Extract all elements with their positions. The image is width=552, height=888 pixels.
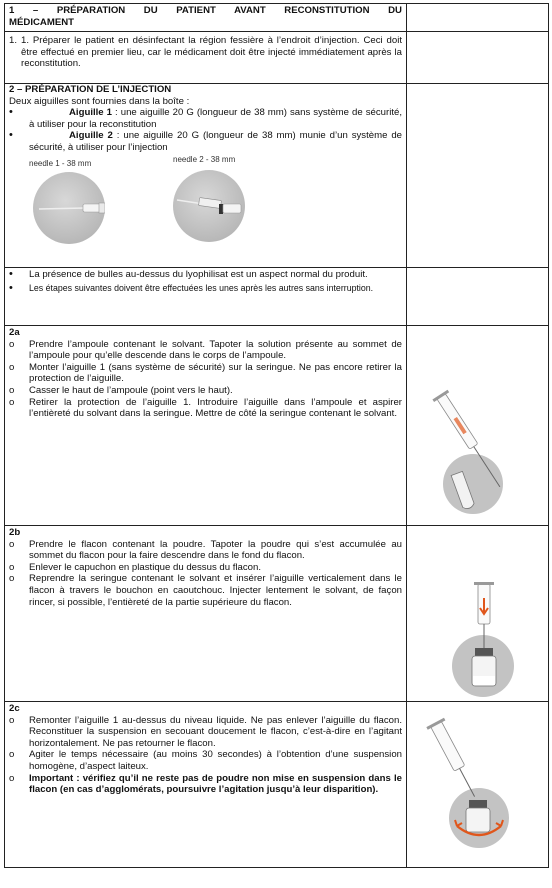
step2a-row [5, 326, 549, 526]
section1-title [5, 4, 407, 32]
notes-cell [5, 268, 407, 326]
needle2-item: • Aiguille 2 : une aiguille 20 G (longueur de 38 mm) munie d’un système de sécurité, à utiliser pour l’injection [9, 129, 402, 153]
step2c-row [5, 702, 549, 868]
step2b-item-3: o Reprendre la seringue contenant le solvant et insérer l’aiguille verticalement dans le flacon à travers le bouchon en caoutchouc. Injecter lentement le solvant, de façon rincer, si possible, l’entièreté de la partie supérieure du flacon. [9, 573, 402, 608]
step2a-item-3: o Casser le haut de l’ampoule (point vers le haut). [9, 384, 233, 396]
needle2-caption: needle 2 - 38 mm [173, 154, 236, 164]
needle2-image [173, 170, 245, 242]
step2a-item-4: o Retirer la protection de l’aiguille 1. Introduire l’aiguille dans l’ampoule et aspirer l’entièreté du solvant dans la seringue. Mettre de côté la seringue contenant le solvant. [9, 396, 402, 420]
notes-row [5, 268, 549, 326]
shake-vial-illustration [423, 716, 523, 856]
step2c-item-3: o Important : vérifiez qu’il ne reste pas de poudre non mise en suspension dans le flacon (en cas d’agglomérats, poursuivre l’agitation jusqu’à leur disparition). [9, 772, 402, 796]
section1-title-row [5, 4, 549, 32]
note-item-2: • Les étapes suivantes doivent être effectuées les unes après les autres sans interruption. [9, 281, 374, 294]
note-item-1: • La présence de bulles au-dessus du lyophilisat est un aspect normal du produit. [9, 268, 368, 280]
instructions-table [4, 3, 549, 868]
step2b-cell [5, 526, 407, 702]
step2c-label: 2c [9, 703, 20, 714]
needle1-label: Aiguille 1 [69, 107, 113, 119]
section1-title-line2: MÉDICAMENT [9, 16, 75, 28]
step2a-item-2: o Monter l’aiguille 1 (sans système de sécurité) sur la seringue. Ne pas encore retirer la protection de l’aiguille. [9, 361, 402, 385]
section1-step-text: 1. Préparer le patient en désinfectant la région fessière à l’endroit d’injection. Ceci doit être effectué en premier lieu, car le médicament doit être injecté immédiatement après la reconstitution. [21, 35, 402, 70]
step2a-item-1: o Prendre l’ampoule contenant le solvant. Tapoter la solution présente au sommet de l’ampoule pour qu’elle descende dans le corps de l’ampoule. [9, 338, 402, 362]
vial-syringe-illustration [447, 582, 527, 702]
notes-side [407, 268, 549, 326]
important-label: Important : [29, 772, 80, 784]
needle1-icon [33, 172, 105, 244]
step2b-item-2: o Enlever le capuchon en plastique du dessus du flacon. [9, 561, 262, 573]
section2-row [5, 84, 549, 268]
step2c-side [407, 702, 549, 868]
section1-title-line1: 1 – PRÉPARATION DU PATIENT AVANT RECONSTITUTION DU [9, 5, 402, 16]
needle2-icon [173, 170, 245, 242]
section2-side [407, 84, 549, 268]
step2b-row [5, 526, 549, 702]
section1-title-side [407, 4, 549, 32]
step2c-cell [5, 702, 407, 868]
needle2-text: : une aiguille 20 G (longueur de 38 mm) munie d’un système de sécurité, à utiliser pour l’injection [29, 130, 402, 153]
needle1-text: : une aiguille 20 G (longueur de 38 mm) sans système de sécurité, à utiliser pour la reconstitution [29, 107, 402, 130]
step2a-cell [5, 326, 407, 526]
section1-step-side [407, 32, 549, 84]
section2-title: 2 – PRÉPARATION DE L’INJECTION [9, 84, 172, 95]
section2-intro: Deux aiguilles sont fournies dans la boîte : [9, 95, 190, 107]
step2b-side [407, 526, 549, 702]
step2b-item-1: o Prendre le flacon contenant la poudre. Tapoter la poudre qui s’est accumulée au sommet du flacon pour la faire descendre dans le fond du flacon. [9, 538, 402, 562]
step2a-side [407, 326, 549, 526]
section2-cell [5, 84, 407, 268]
needle2-label: Aiguille 2 [69, 130, 113, 142]
needles-figure [9, 154, 402, 258]
needle1-image [33, 172, 105, 244]
step2c-item-2: o Agiter le temps nécessaire (au moins 30 secondes) à l’obtention d’une suspension homogène, d’aspect laiteux. [9, 749, 402, 772]
section1-step: 1. 1. Préparer le patient en désinfectant la région fessière à l’endroit d’injection. Ceci doit être effectué en premier lieu, car le médicament doit être injecté immédiatement après la reconstitution. [5, 32, 407, 84]
ampoule-syringe-illustration [431, 386, 531, 516]
section1-step-row [5, 32, 549, 84]
important-text: vérifiez qu’il ne reste pas de poudre non mise en suspension dans le flacon (en cas d’agglomérats, poursuivre l’agitation jusqu’à leur disparition). [29, 772, 402, 796]
needle1-item: • Aiguille 1 : une aiguille 20 G (longueur de 38 mm) sans système de sécurité, à utiliser pour la reconstitution [9, 106, 402, 130]
needle1-caption: needle 1 - 38 mm [29, 158, 92, 168]
step2a-label: 2a [9, 327, 20, 338]
step2c-item-1: o Remonter l’aiguille 1 au-dessus du niveau liquide. Ne pas enlever l’aiguille du flacon. Reconstituer la suspension en secouant doucement le flacon, c’est-à-dire en l’agitant horizontalement. Ne pas retourner le flacon. [9, 714, 402, 749]
step2b-label: 2b [9, 527, 21, 538]
